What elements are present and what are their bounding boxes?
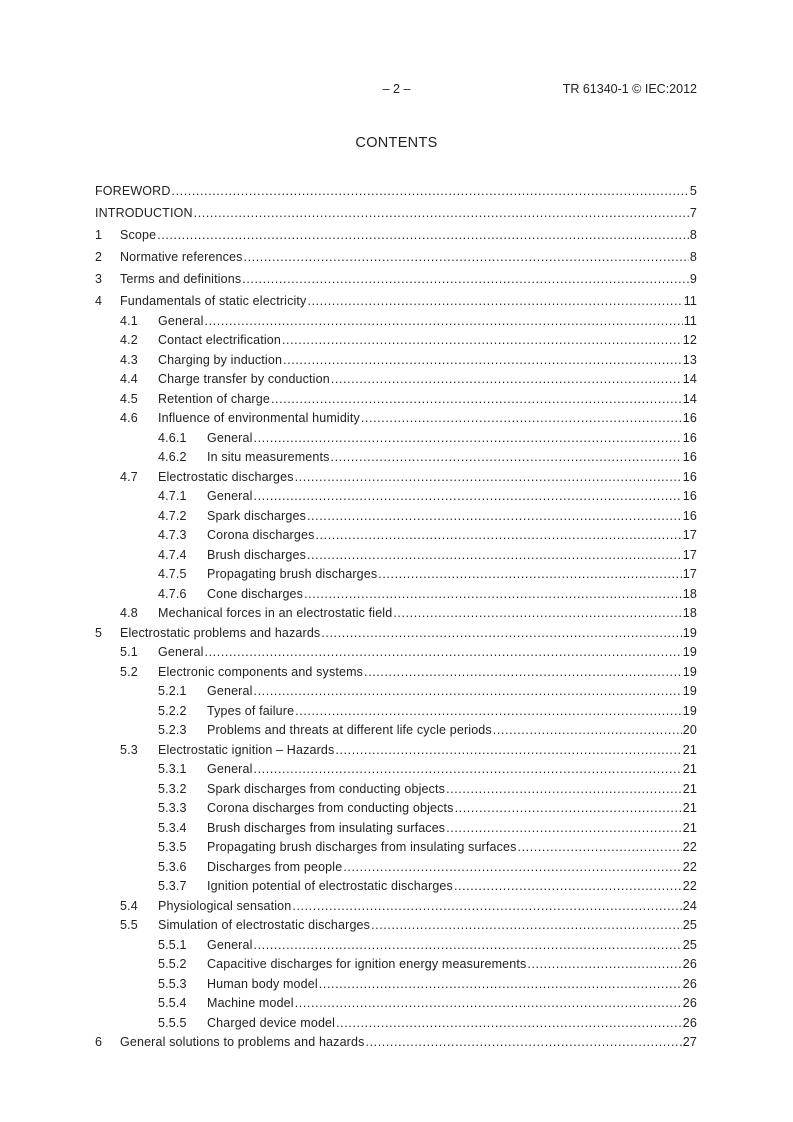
toc-entry[interactable] — [95, 244, 697, 266]
document-reference: TR 61340-1 © IEC:2012 — [562, 82, 697, 96]
toc-entry[interactable] — [95, 486, 697, 506]
section-number: 4.1 — [120, 313, 138, 328]
section-number: 4.3 — [120, 352, 138, 367]
section-number: 5.3.2 — [158, 781, 187, 796]
toc-entry[interactable] — [95, 447, 697, 467]
page-ref: 16 — [682, 469, 697, 484]
page-ref: 22 — [682, 840, 697, 854]
dot-leader — [205, 644, 682, 661]
section-number: 5.5.1 — [158, 937, 187, 952]
page-ref: 19 — [682, 625, 697, 640]
section-title: FOREWORD — [95, 184, 171, 198]
dot-leader — [254, 683, 682, 700]
toc-entry[interactable] — [95, 266, 697, 288]
section-title: Retention of charge — [158, 391, 270, 406]
section-title: General — [158, 313, 204, 328]
section-title: General — [207, 489, 253, 503]
dot-leader — [364, 664, 682, 681]
dot-leader — [446, 820, 682, 837]
section-title: Charged device model — [207, 1015, 336, 1030]
page-ref: 14 — [682, 372, 697, 386]
section-title: Corona discharges — [207, 528, 315, 542]
dot-leader — [319, 976, 682, 993]
page-ref: 14 — [682, 391, 697, 406]
toc-entry[interactable] — [95, 583, 697, 603]
toc-entry[interactable] — [95, 408, 697, 428]
page-ref: 11 — [683, 294, 697, 308]
section-title: Electrostatic ignition – Hazards — [158, 742, 335, 757]
section-number: 5.3.3 — [158, 801, 187, 815]
section-title: Influence of environmental humidity — [158, 411, 360, 425]
dot-leader — [283, 352, 682, 369]
dot-leader — [254, 430, 682, 447]
page-ref: 8 — [689, 228, 697, 242]
toc-entry[interactable] — [95, 778, 697, 798]
toc-entry[interactable] — [95, 505, 697, 525]
dot-leader — [194, 205, 689, 222]
toc-entry[interactable] — [95, 661, 697, 681]
section-title: Brush discharges — [207, 547, 306, 562]
section-title: General solutions to problems and hazards — [120, 1035, 365, 1049]
section-number: 5.5 — [120, 918, 138, 932]
dot-leader — [157, 227, 689, 244]
page-ref: 22 — [682, 859, 697, 874]
page-ref: 12 — [682, 333, 697, 347]
section-title: General — [158, 645, 204, 659]
dot-leader — [292, 898, 681, 915]
toc-entry[interactable] — [95, 856, 697, 876]
dot-leader — [446, 781, 682, 798]
section-title: General — [207, 684, 253, 698]
section-title: Discharges from people — [207, 859, 343, 874]
toc-entry[interactable] — [95, 222, 697, 244]
section-title: Fundamentals of static electricity — [120, 294, 307, 308]
dot-leader — [455, 800, 682, 817]
dot-leader — [321, 625, 681, 642]
dot-leader — [242, 271, 689, 288]
dot-leader — [295, 469, 682, 486]
section-number: 5.3.5 — [158, 840, 187, 854]
toc-entry[interactable] — [95, 915, 697, 935]
toc-entry[interactable] — [95, 288, 697, 310]
section-number: 5.2.2 — [158, 703, 187, 718]
toc-entry[interactable] — [95, 681, 697, 701]
page-ref: 21 — [682, 820, 697, 835]
section-number: 4.7.5 — [158, 567, 187, 581]
page-ref: 22 — [682, 879, 697, 893]
section-title: Ignition potential of electrostatic discharges — [207, 879, 453, 893]
section-number: 5.3.7 — [158, 879, 187, 893]
toc-entry[interactable] — [95, 427, 697, 447]
toc-entry[interactable] — [95, 349, 697, 369]
section-title: Human body model — [207, 976, 318, 991]
section-number: 5.5.3 — [158, 976, 187, 991]
toc-entry[interactable] — [95, 466, 697, 486]
page-ref: 13 — [682, 352, 697, 367]
toc-entry[interactable] — [95, 330, 697, 350]
page-ref: 26 — [682, 996, 697, 1010]
section-number: 6 — [95, 1035, 103, 1049]
page-ref: 16 — [682, 489, 697, 503]
section-number: 4.4 — [120, 372, 138, 386]
section-title: Machine model — [207, 996, 294, 1010]
section-number: 5.5.2 — [158, 957, 187, 971]
page-ref: 8 — [689, 250, 697, 264]
dot-leader — [518, 839, 682, 856]
dot-leader — [254, 761, 682, 778]
dot-leader — [527, 956, 681, 973]
dot-leader — [304, 586, 682, 603]
section-number: 5.1 — [120, 645, 138, 659]
section-title: Spark discharges from conducting objects — [207, 781, 446, 796]
section-title: Electrostatic problems and hazards — [120, 625, 321, 640]
section-title: Brush discharges from insulating surfaces — [207, 820, 446, 835]
section-title: Scope — [120, 228, 157, 242]
section-title: Electrostatic discharges — [158, 469, 294, 484]
dot-leader — [331, 449, 682, 466]
toc-entry[interactable] — [95, 700, 697, 720]
section-number: 5.2.3 — [158, 723, 187, 737]
toc-entry[interactable] — [95, 876, 697, 896]
page-ref: 20 — [682, 723, 697, 737]
section-number: 4 — [95, 294, 103, 308]
toc-entry[interactable] — [95, 798, 697, 818]
section-number: 2 — [95, 250, 103, 264]
section-title: Spark discharges — [207, 508, 306, 523]
dot-leader — [365, 1034, 681, 1051]
section-title: Charge transfer by conduction — [158, 372, 330, 386]
page-ref: 24 — [682, 898, 697, 913]
section-title: Normative references — [120, 250, 243, 264]
section-number: 1 — [95, 228, 103, 242]
section-number: 5.3.1 — [158, 762, 187, 776]
toc-entry[interactable] — [95, 759, 697, 779]
toc-entry[interactable] — [95, 837, 697, 857]
dot-leader — [307, 508, 682, 525]
dot-leader — [378, 566, 682, 583]
dot-leader — [295, 703, 682, 720]
toc-entry[interactable] — [95, 817, 697, 837]
section-title: Propagating brush discharges from insulating surfaces — [207, 840, 517, 854]
page-ref: 21 — [682, 801, 697, 815]
page-ref: 9 — [689, 272, 697, 286]
toc-entry[interactable] — [95, 525, 697, 545]
dot-leader — [307, 547, 682, 564]
page-ref: 11 — [683, 313, 697, 328]
contents-title: CONTENTS — [355, 135, 438, 151]
toc-entry[interactable] — [95, 993, 697, 1013]
section-title: Electronic components and systems — [158, 664, 364, 679]
page-ref: 26 — [682, 976, 697, 991]
dot-leader — [172, 183, 689, 200]
dot-leader — [295, 995, 682, 1012]
section-title: Corona discharges from conducting objects — [207, 801, 454, 815]
page-ref: 25 — [682, 937, 697, 952]
section-number: 4.7.3 — [158, 528, 187, 542]
section-number: 5.3 — [120, 742, 138, 757]
page-ref: 16 — [682, 508, 697, 523]
toc-entry[interactable] — [95, 954, 697, 974]
toc-entry[interactable] — [95, 564, 697, 584]
toc-entry[interactable] — [95, 603, 697, 623]
page-ref: 17 — [682, 547, 697, 562]
section-number: 3 — [95, 272, 103, 286]
section-number: 4.6 — [120, 411, 138, 425]
page-ref: 21 — [682, 762, 697, 776]
page-ref: 19 — [682, 664, 697, 679]
toc-entry[interactable] — [95, 739, 697, 759]
section-title: Physiological sensation — [158, 898, 292, 913]
page-ref: 16 — [682, 430, 697, 445]
section-title: Types of failure — [207, 703, 295, 718]
dot-leader — [244, 249, 689, 266]
section-number: 4.7 — [120, 469, 138, 484]
page-ref: 19 — [682, 703, 697, 718]
section-number: 4.8 — [120, 606, 138, 620]
dot-leader — [335, 742, 681, 759]
section-number: 5.2 — [120, 664, 138, 679]
page-ref: 19 — [682, 684, 697, 698]
section-title: Cone discharges — [207, 586, 304, 601]
toc-entry[interactable] — [95, 642, 697, 662]
dot-leader — [336, 1015, 682, 1032]
section-title: Problems and threats at different life cycle periods — [207, 723, 492, 737]
section-number: 5 — [95, 625, 103, 640]
toc-entry[interactable] — [95, 369, 697, 389]
page-ref: 17 — [682, 567, 697, 581]
section-title: General — [207, 937, 253, 952]
page-number: – 2 – — [382, 82, 411, 96]
section-title: INTRODUCTION — [95, 206, 193, 220]
page-ref: 18 — [682, 606, 697, 620]
section-number: 4.7.4 — [158, 547, 187, 562]
section-title: Capacitive discharges for ignition energy measurements — [207, 957, 527, 971]
dot-leader — [205, 313, 683, 330]
dot-leader — [361, 410, 682, 427]
section-title: Simulation of electrostatic discharges — [158, 918, 371, 932]
section-title: Propagating brush discharges — [207, 567, 378, 581]
toc-entry[interactable] — [95, 934, 697, 954]
dot-leader — [271, 391, 682, 408]
page-ref: 26 — [682, 1015, 697, 1030]
page-ref: 27 — [682, 1035, 697, 1049]
toc-entry[interactable] — [95, 1012, 697, 1032]
section-title: Charging by induction — [158, 352, 283, 367]
dot-leader — [307, 293, 682, 310]
toc-entry[interactable] — [95, 720, 697, 740]
section-title: Contact electrification — [158, 333, 281, 347]
toc-entry[interactable] — [95, 544, 697, 564]
dot-leader — [454, 878, 682, 895]
page-ref: 5 — [689, 184, 697, 198]
section-number: 5.4 — [120, 898, 138, 913]
toc-entry[interactable] — [95, 388, 697, 408]
section-number: 4.6.1 — [158, 430, 187, 445]
section-number: 4.5 — [120, 391, 138, 406]
section-number: 5.3.4 — [158, 820, 187, 835]
toc-entry[interactable] — [95, 178, 697, 200]
toc-entry[interactable] — [95, 1032, 697, 1052]
section-number: 4.7.1 — [158, 489, 187, 503]
section-number: 5.2.1 — [158, 684, 187, 698]
section-number: 5.3.6 — [158, 859, 187, 874]
page-ref: 21 — [682, 742, 697, 757]
dot-leader — [493, 722, 682, 739]
section-number: 4.6.2 — [158, 450, 187, 464]
section-title: General — [207, 762, 253, 776]
toc-entry[interactable] — [95, 200, 697, 222]
section-title: Terms and definitions — [120, 272, 242, 286]
page-ref: 25 — [682, 918, 697, 932]
dot-leader — [371, 917, 682, 934]
dot-leader — [254, 488, 682, 505]
page-ref: 7 — [689, 206, 697, 220]
section-title: Mechanical forces in an electrostatic field — [158, 606, 393, 620]
section-number: 4.2 — [120, 333, 138, 347]
dot-leader — [254, 937, 682, 954]
page-ref: 19 — [682, 645, 697, 659]
section-title: General — [207, 430, 253, 445]
section-number: 4.7.6 — [158, 586, 187, 601]
toc-entry[interactable] — [95, 895, 697, 915]
toc-entry[interactable] — [95, 973, 697, 993]
section-title: In situ measurements — [207, 450, 330, 464]
table-of-contents — [95, 178, 697, 1051]
page-ref: 16 — [682, 411, 697, 425]
dot-leader — [282, 332, 682, 349]
page-ref: 21 — [682, 781, 697, 796]
section-number: 5.5.4 — [158, 996, 187, 1010]
page-ref: 17 — [682, 528, 697, 542]
page-ref: 18 — [682, 586, 697, 601]
toc-entry[interactable] — [95, 622, 697, 642]
dot-leader — [315, 527, 681, 544]
section-number: 5.5.5 — [158, 1015, 187, 1030]
page-ref: 16 — [682, 450, 697, 464]
toc-entry[interactable] — [95, 310, 697, 330]
dot-leader — [393, 605, 681, 622]
dot-leader — [343, 859, 681, 876]
dot-leader — [331, 371, 682, 388]
section-number: 4.7.2 — [158, 508, 187, 523]
page-ref: 26 — [682, 957, 697, 971]
